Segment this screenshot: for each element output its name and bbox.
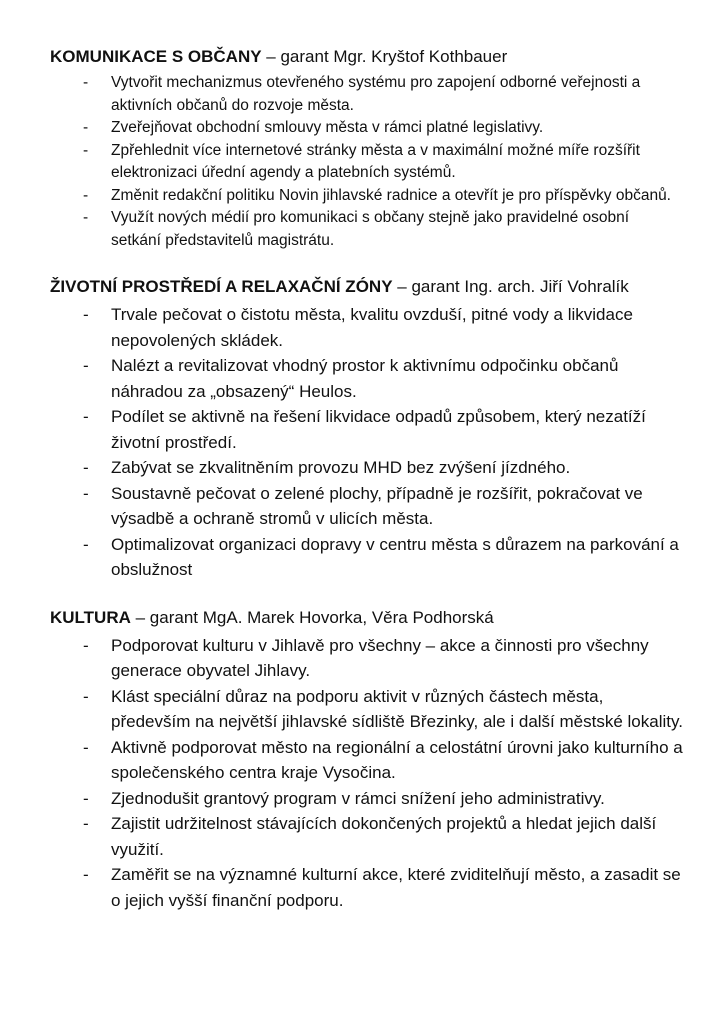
bullet-list: [50, 302, 683, 583]
dash-bullet: -: [83, 635, 89, 655]
section-heading: [50, 605, 683, 631]
list-item: [50, 811, 683, 862]
section-heading: [50, 274, 683, 300]
list-item: [50, 72, 683, 117]
section-zivotni-prostredi: [50, 274, 683, 583]
bullet-list: [50, 72, 683, 252]
section-title: KOMUNIKACE S OBČANY: [50, 47, 262, 66]
section-guarantor: – garant MgA. Marek Hovorka, Věra Podhorská: [130, 607, 494, 627]
section-title: KULTURA: [50, 607, 131, 627]
dash-bullet: -: [83, 305, 89, 324]
section-komunikace: [50, 44, 683, 252]
list-item-text: Podporovat kulturu v Jihlavě pro všechny – akce a činnosti pro všechny generace obyvatel Jihlavy.: [111, 635, 649, 680]
dash-bullet: -: [83, 534, 89, 554]
list-item: [50, 735, 683, 786]
dash-bullet: -: [83, 356, 89, 375]
list-item-text: Trvale pečovat o čistotu města, kvalitu ovzduší, pitné vody a likvidace nepovolených skládek.: [111, 305, 633, 350]
list-item-text: Klást speciální důraz na podporu aktivit v různých částech města, především na největší jihlavské sídliště Březinky, ale i další městské lokality.: [111, 686, 683, 731]
list-item: [50, 786, 683, 812]
dash-bullet: -: [83, 483, 89, 503]
list-item: [50, 302, 683, 353]
list-item: [50, 684, 683, 735]
list-item-text: Zajistit udržitelnost stávajících dokončených projektů a hledat jejich další využití.: [111, 814, 657, 859]
dash-bullet: -: [83, 186, 89, 204]
list-item-text: Zpřehlednit více internetové stránky města a v maximální možné míře rozšířit elektronizaci úřední agendy a platebních systémů.: [111, 141, 640, 181]
list-item: [50, 862, 683, 913]
bullet-list: [50, 633, 683, 914]
list-item: [50, 207, 683, 252]
list-item-text: Vytvořit mechanizmus otevřeného systému pro zapojení odborné veřejnosti a aktivních občanů do rozvoje města.: [111, 74, 641, 114]
list-item-text: Aktivně podporovat město na regionální a celostátní úrovni jako kulturního a společenského centra kraje Vysočina.: [111, 737, 683, 782]
list-item-text: Zveřejňovat obchodní smlouvy města v rámci platné legislativy.: [111, 119, 544, 136]
list-item-text: Změnit redakční politiku Novin jihlavské radnice a otevřít je pro příspěvky občanů.: [111, 186, 671, 204]
list-item-text: Zaměřit se na významné kulturní akce, které zviditelňují město, a zasadit se o jejich vyšší finanční podporu.: [111, 865, 681, 910]
section-guarantor: – garant Ing. arch. Jiří Vohralík: [392, 277, 629, 296]
dash-bullet: -: [83, 141, 89, 159]
section-heading: [50, 44, 683, 70]
section-kultura: [50, 605, 683, 914]
dash-bullet: -: [83, 686, 89, 706]
list-item: [50, 140, 683, 185]
dash-bullet: -: [83, 737, 89, 757]
dash-bullet: -: [83, 209, 89, 226]
dash-bullet: -: [83, 407, 89, 426]
list-item-text: Podílet se aktivně na řešení likvidace odpadů způsobem, který nezatíží životní prostředí.: [111, 407, 646, 452]
dash-bullet: -: [83, 458, 89, 477]
dash-bullet: -: [83, 788, 89, 808]
section-title: ŽIVOTNÍ PROSTŘEDÍ A RELAXAČNÍ ZÓNY: [50, 277, 393, 296]
section-guarantor: – garant Mgr. Kryštof Kothbauer: [261, 47, 508, 66]
dash-bullet: -: [83, 865, 89, 884]
list-item-text: Využít nových médií pro komunikaci s občany stejně jako pravidelné osobní setkání představitelů magistrátu.: [111, 209, 630, 249]
list-item-text: Zjednodušit grantový program v rámci snížení jeho administrativy.: [111, 788, 605, 808]
dash-bullet: -: [83, 814, 89, 833]
list-item: [50, 185, 683, 208]
list-item: [50, 532, 683, 583]
dash-bullet: -: [83, 74, 89, 91]
list-item: [50, 353, 683, 404]
list-item-text: Zabývat se zkvalitněním provozu MHD bez zvýšení jízdného.: [111, 458, 571, 477]
list-item: [50, 455, 683, 481]
list-item-text: Optimalizovat organizaci dopravy v centru města s důrazem na parkování a obslužnost: [111, 534, 679, 579]
dash-bullet: -: [83, 119, 89, 136]
list-item: [50, 117, 683, 140]
list-item: [50, 481, 683, 532]
list-item: [50, 633, 683, 684]
list-item-text: Soustavně pečovat o zelené plochy, případně je rozšířit, pokračovat ve výsadbě a ochraně stromů v ulicích města.: [111, 483, 643, 528]
list-item-text: Nalézt a revitalizovat vhodný prostor k aktivnímu odpočinku občanů náhradou za „obsazený“ Heulos.: [111, 356, 619, 401]
list-item: [50, 404, 683, 455]
